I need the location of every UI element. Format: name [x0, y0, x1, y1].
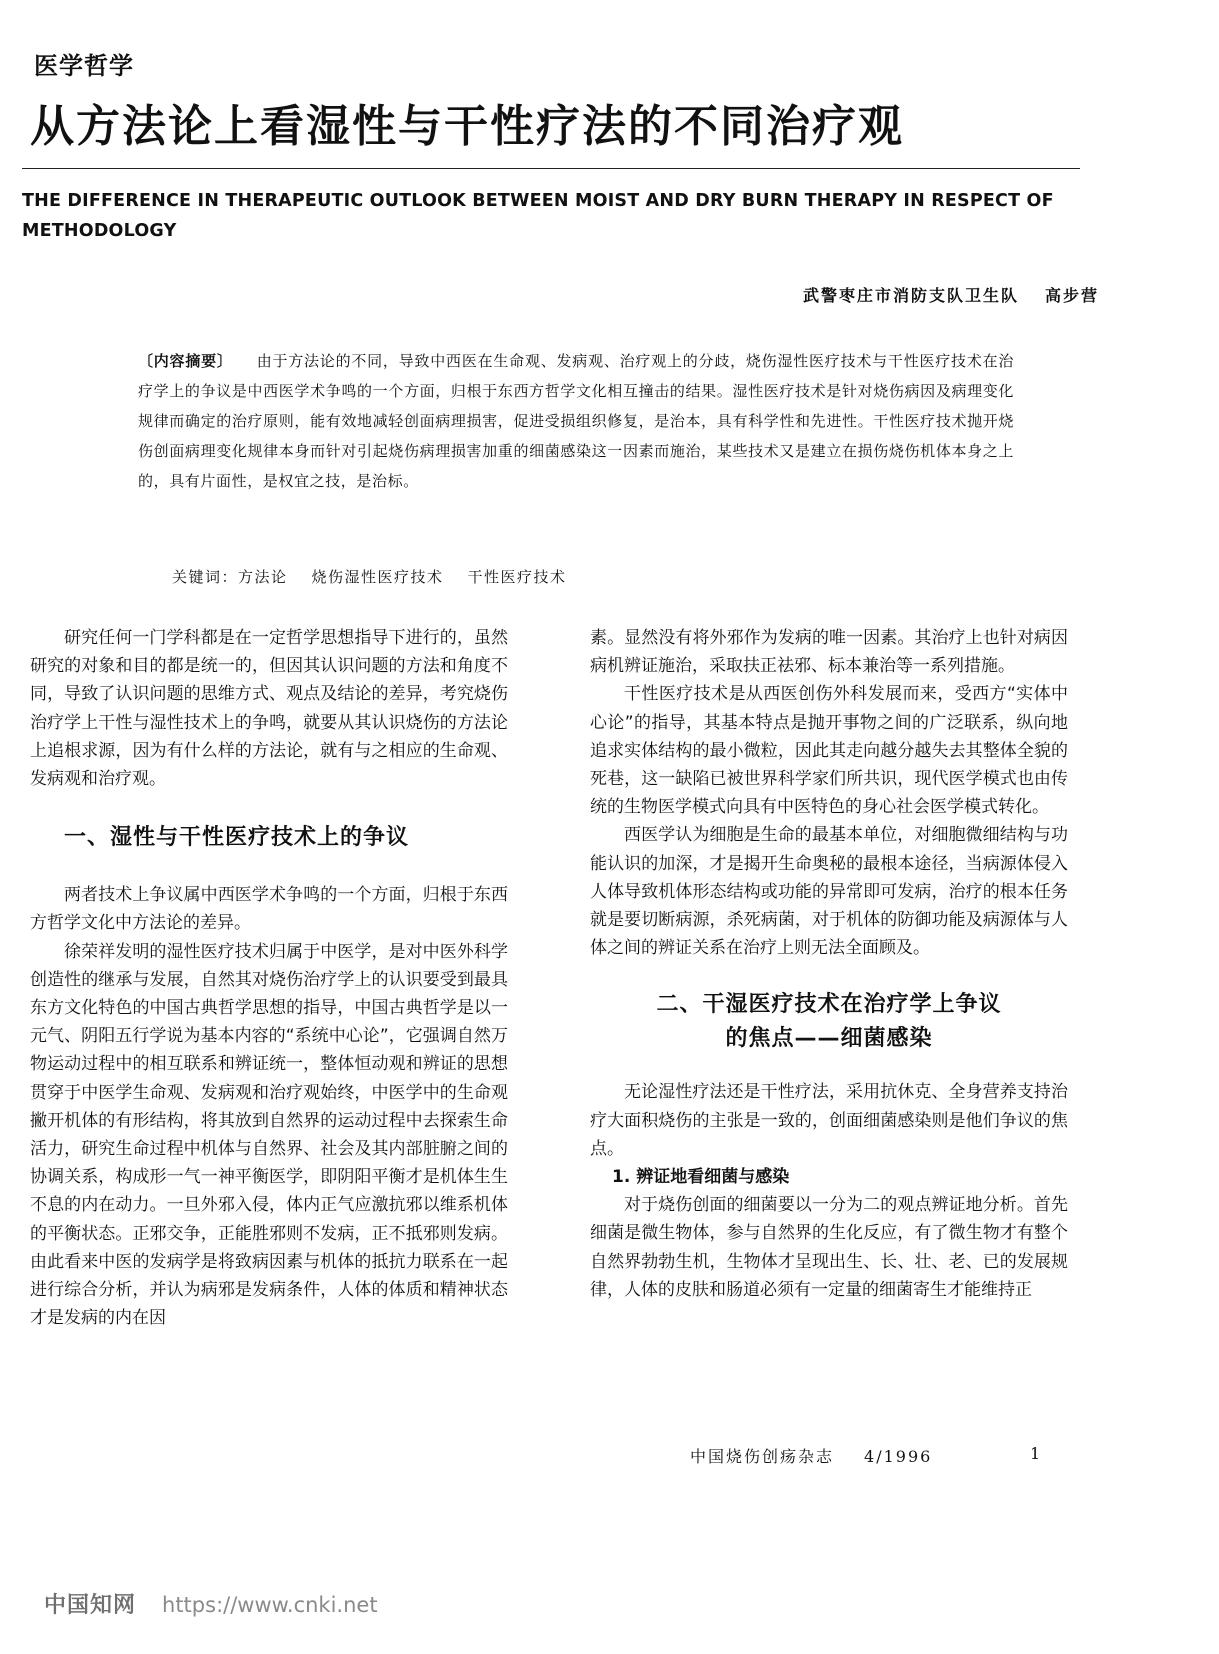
journal-name: 中国烧伤创疡杂志: [690, 1447, 835, 1466]
subsection-heading: 1. 辨证地看细菌与感染: [612, 1167, 790, 1188]
author-line: [803, 283, 1099, 306]
keyword-item: 干性医疗技术: [467, 568, 567, 586]
abstract-label: 〔内容摘要〕: [138, 352, 233, 370]
keywords: [172, 566, 567, 587]
section-heading-2-line1: 二、干湿医疗技术在治疗学上争议: [656, 992, 1002, 1018]
title-divider: [22, 168, 1080, 169]
article-title-chinese: 从方法论上看湿性与干性疗法的不同治疗观: [30, 101, 904, 152]
journal-footer: [690, 1444, 932, 1467]
section-heading-2-line2: 的焦点——细菌感染: [725, 1026, 933, 1052]
body-paragraph: 无论湿性疗法还是干性疗法，采用抗休克、全身营养支持治疗大面积烧伤的主张是一致的，创面细菌感染则是他们争议的焦点。: [590, 1082, 1068, 1159]
section-heading-2: [590, 988, 1068, 1056]
keyword-item: 烧伤湿性医疗技术: [311, 568, 444, 586]
body-column-left: [30, 624, 508, 1332]
affiliation: 武警枣庄市消防支队卫生队: [802, 286, 1019, 305]
body-paragraph: 西医学认为细胞是生命的最基本单位，对细胞微细结构与功能认识的加深，才是揭开生命奥秘的最根本途径，当病源体侵入人体导致机体形态结构或功能的异常即可发病，治疗的根本任务就是要切断病源，杀死病菌，对于机体的防御功能及病源体与人体之间的辨证关系在治疗上则无法全面顾及。: [590, 825, 1068, 959]
section-heading-1: 一、湿性与干性医疗技术上的争议: [64, 825, 410, 851]
page-number: 1: [1030, 1444, 1041, 1463]
body-paragraph: 徐荣祥发明的湿性医疗技术归属于中医学，是对中医外科学创造性的继承与发展，自然其对烧伤治疗学上的认识要受到最具东方文化特色的中国古典哲学思想的指导，中国古典哲学是以一元气、阴阳五行学说为基本内容的“系统中心论”，它强调自然万物运动过程中的相互联系和辨证统一，整体恒动观和辨证的思想贯穿于中医学生命观、发病观和治疗观始终，中医学中的生命观撇开机体的有形结构，将其放到自然界的运动过程中去探索生命活力，研究生命过程中机体与自然界、社会及其内部脏腑之间的协调关系，构成形一气一神平衡医学，即阴阳平衡才是机体生生不息的内在动力。一旦外邪入侵，体内正气应激抗邪以维系机体的平衡状态。正邪交争，正能胜邪则不发病，正不抵邪则发病。由此看来中医的发病学是将致病因素与机体的抵抗力联系在一起进行综合分析，并认为病邪是发病条件，人体的体质和精神状态才是发病的内在因: [30, 941, 508, 1329]
cnki-logo: 中国知网: [44, 1593, 137, 1618]
body-paragraph: 素。显然没有将外邪作为发病的唯一因素。其治疗上也针对病因病机辨证施治，采取扶正祛邪、标本兼治等一系列措施。: [590, 628, 1068, 677]
body-paragraph: 干性医疗技术是从西医创伤外科发展而来，受西方“实体中心论”的指导，其基本特点是抛开事物之间的广泛联系，纵向地追求实体结构的最小微粒，因此其走向越分越失去其整体全貌的死巷，这一缺陷已被世界科学家们所共识，现代医学模式也由传统的生物医学模式向具有中医特色的身心社会医学模式转化。: [590, 684, 1068, 818]
body-paragraph: 两者技术上争议属中西医学术争鸣的一个方面，归根于东西方哲学文化中方法论的差异。: [30, 885, 508, 934]
journal-issue: 4/1996: [864, 1447, 933, 1466]
author-name: 高步营: [1044, 286, 1099, 305]
keywords-label: 关键词：方法论: [172, 568, 288, 586]
body-column-right: [590, 624, 1068, 1304]
cnki-watermark: [44, 1588, 378, 1619]
cnki-url: https://www.cnki.net: [162, 1593, 378, 1617]
body-paragraph: 对于烧伤创面的细菌要以一分为二的观点辨证地分析。首先细菌是微生物体，参与自然界的生化反应，有了微生物才有整个自然界勃勃生机，生物体才呈现出生、长、壮、老、已的发展规律，人体的皮肤和肠道必须有一定量的细菌寄生才能维持正: [590, 1195, 1068, 1300]
body-paragraph: 研究任何一门学科都是在一定哲学思想指导下进行的，虽然研究的对象和目的都是统一的，但因其认识问题的方法和角度不同，导致了认识问题的思维方式、观点及结论的差异，考究烧伤治疗学上干性与湿性技术上的争鸣，就要从其认识烧伤的方法论上追根求源，因为有什么样的方法论，就有与之相应的生命观、发病观和治疗观。: [30, 628, 508, 790]
abstract-text: 由于方法论的不同，导致中西医在生命观、发病观、治疗观上的分歧，烧伤湿性医疗技术与干性医疗技术在治疗学上的争议是中西医学术争鸣的一个方面，归根于东西方哲学文化相互撞击的结果。湿性医疗技术是针对烧伤病因及病理变化规律而确定的治疗原则，能有效地减轻创面病理损害，促进受损组织修复，是治本，具有科学性和先进性。干性医疗技术抛开烧伤创面病理变化规律本身而针对引起烧伤病理损害加重的细菌感染这一因素而施治，某些技术又是建立在损伤烧伤机体本身之上的，具有片面性，是权宜之技，是治标。: [138, 352, 1014, 490]
column-tag: 医学哲学: [34, 52, 134, 80]
article-title-english: THE DIFFERENCE IN THERAPEUTIC OUTLOOK BETWEEN MOIST AND DRY BURN THERAPY IN RESPECT OF METHODOLOGY: [22, 191, 1054, 241]
abstract: [138, 346, 1014, 496]
